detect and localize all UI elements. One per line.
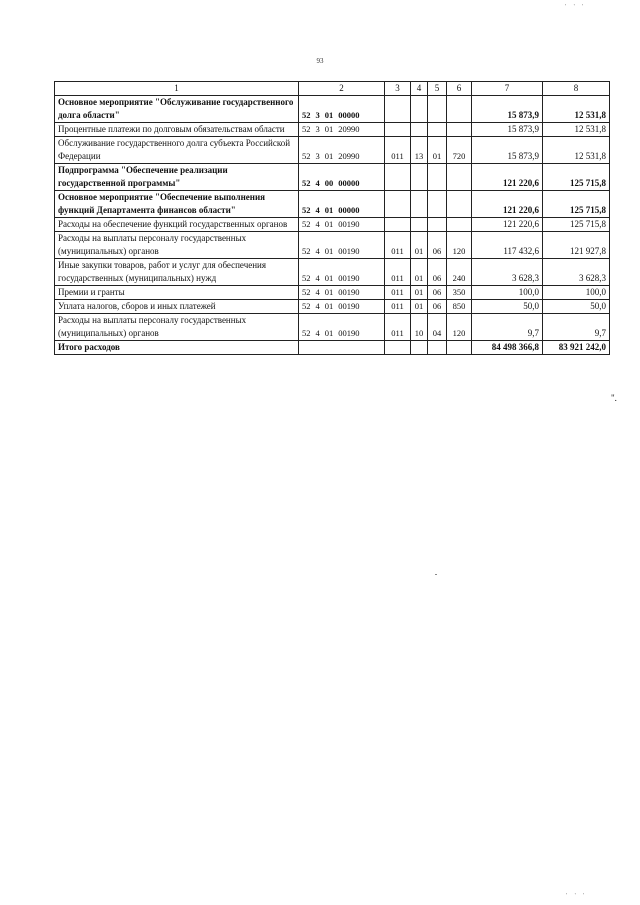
header-cell-4: 4 xyxy=(411,82,428,96)
header-cell-2: 2 xyxy=(299,82,385,96)
code-direction: 00190 xyxy=(338,328,360,338)
row-code xyxy=(299,123,385,137)
row-name: Процентные платежи по долговым обязательствам области xyxy=(55,123,299,137)
code-program: 52 xyxy=(302,246,311,256)
row-col5 xyxy=(428,123,447,137)
code-subprogram: 4 xyxy=(315,219,320,229)
row-value-col8: 9,7 xyxy=(543,314,610,341)
row-value-col7: 50,0 xyxy=(472,300,543,314)
row-col5: 06 xyxy=(428,259,447,286)
row-value-col7: 121 220,6 xyxy=(472,164,543,191)
code-direction: 00190 xyxy=(338,219,360,229)
row-code xyxy=(299,191,385,218)
code-program: 52 xyxy=(302,287,311,297)
code-program: 52 xyxy=(302,124,311,134)
total-label: Итого расходов xyxy=(55,341,299,355)
total-value-col7: 84 498 366,8 xyxy=(472,341,543,355)
row-name: Уплата налогов, сборов и иных платежей xyxy=(55,300,299,314)
row-value-col7: 121 220,6 xyxy=(472,191,543,218)
row-col6: 120 xyxy=(447,314,472,341)
row-name: Иные закупки товаров, работ и услуг для обеспечения государственных (муниципальных) нужд xyxy=(55,259,299,286)
code-program: 52 xyxy=(302,301,311,311)
row-value-col8: 12 531,8 xyxy=(543,137,610,164)
row-code xyxy=(299,96,385,123)
row-name: Расходы на выплаты персоналу государственных (муниципальных) органов xyxy=(55,314,299,341)
code-measure: 01 xyxy=(324,246,334,256)
code-subprogram: 4 xyxy=(315,328,320,338)
row-col5: 01 xyxy=(428,137,447,164)
row-col5 xyxy=(428,191,447,218)
row-col3: 011 xyxy=(385,137,411,164)
closing-quote-mark: ". xyxy=(611,393,617,403)
row-col4 xyxy=(411,191,428,218)
code-program: 52 xyxy=(302,273,311,283)
row-value-col7: 15 873,9 xyxy=(472,137,543,164)
row-col3 xyxy=(385,164,411,191)
header-cell-5: 5 xyxy=(428,82,447,96)
code-measure: 00 xyxy=(324,178,334,188)
code-direction: 00190 xyxy=(338,301,360,311)
code-direction: 00190 xyxy=(338,287,360,297)
budget-table xyxy=(54,81,610,355)
row-col5 xyxy=(428,96,447,123)
row-code xyxy=(299,314,385,341)
row-col3: 011 xyxy=(385,259,411,286)
scan-corner-mark-bottom: ' ' ' xyxy=(566,893,588,899)
header-cell-7: 7 xyxy=(472,82,543,96)
code-subprogram: 4 xyxy=(315,301,320,311)
code-subprogram: 4 xyxy=(315,246,320,256)
row-value-col7: 3 628,3 xyxy=(472,259,543,286)
code-program: 52 xyxy=(302,219,311,229)
row-col4: 01 xyxy=(411,286,428,300)
code-measure: 01 xyxy=(324,110,334,120)
table-row xyxy=(55,232,610,259)
code-direction: 00190 xyxy=(338,273,360,283)
row-name: Основное мероприятие "Обеспечение выполнения функций Департамента финансов области" xyxy=(55,191,299,218)
code-measure: 01 xyxy=(324,301,334,311)
row-value-col7: 121 220,6 xyxy=(472,218,543,232)
code-direction: 00000 xyxy=(338,178,360,188)
total-empty-cell xyxy=(428,341,447,355)
row-name: Расходы на обеспечение функций государственных органов xyxy=(55,218,299,232)
table-row xyxy=(55,137,610,164)
code-direction: 20990 xyxy=(338,151,360,161)
total-row xyxy=(55,341,610,355)
table-row xyxy=(55,314,610,341)
row-code xyxy=(299,218,385,232)
table-row xyxy=(55,123,610,137)
row-value-col8: 121 927,8 xyxy=(543,232,610,259)
row-value-col7: 9,7 xyxy=(472,314,543,341)
row-col4 xyxy=(411,123,428,137)
row-value-col8: 12 531,8 xyxy=(543,123,610,137)
row-col4: 01 xyxy=(411,259,428,286)
row-col5: 06 xyxy=(428,232,447,259)
row-value-col8: 125 715,8 xyxy=(543,164,610,191)
row-col6: 120 xyxy=(447,232,472,259)
row-col3: 011 xyxy=(385,286,411,300)
row-col6: 720 xyxy=(447,137,472,164)
code-subprogram: 3 xyxy=(315,151,320,161)
code-measure: 01 xyxy=(324,219,334,229)
total-empty-cell xyxy=(411,341,428,355)
row-name: Расходы на выплаты персоналу государственных (муниципальных) органов xyxy=(55,232,299,259)
table-body xyxy=(55,96,610,341)
row-col4: 13 xyxy=(411,137,428,164)
row-value-col7: 15 873,9 xyxy=(472,96,543,123)
row-name: Подпрограмма "Обеспечение реализации государственной программы" xyxy=(55,164,299,191)
row-value-col7: 15 873,9 xyxy=(472,123,543,137)
code-direction: 00190 xyxy=(338,246,360,256)
row-value-col8: 12 531,8 xyxy=(543,96,610,123)
code-measure: 01 xyxy=(324,151,334,161)
table-row xyxy=(55,191,610,218)
header-row xyxy=(55,82,610,96)
row-col6: 350 xyxy=(447,286,472,300)
row-name: Обслуживание государственного долга субъекта Российской Федерации xyxy=(55,137,299,164)
total-value-col8: 83 921 242,0 xyxy=(543,341,610,355)
row-col6: 850 xyxy=(447,300,472,314)
code-measure: 01 xyxy=(324,205,334,215)
code-program: 52 xyxy=(302,205,311,215)
row-col5 xyxy=(428,164,447,191)
code-subprogram: 3 xyxy=(315,110,320,120)
row-value-col7: 100,0 xyxy=(472,286,543,300)
row-col3: 011 xyxy=(385,232,411,259)
table-row xyxy=(55,164,610,191)
row-code xyxy=(299,137,385,164)
row-col3: 011 xyxy=(385,300,411,314)
row-value-col8: 100,0 xyxy=(543,286,610,300)
total-empty-cell xyxy=(447,341,472,355)
row-col6 xyxy=(447,96,472,123)
row-value-col8: 125 715,8 xyxy=(543,191,610,218)
scan-speck xyxy=(435,574,437,575)
header-cell-3: 3 xyxy=(385,82,411,96)
row-col3 xyxy=(385,123,411,137)
code-program: 52 xyxy=(302,151,311,161)
code-measure: 01 xyxy=(324,124,334,134)
row-code xyxy=(299,286,385,300)
row-name: Премии и гранты xyxy=(55,286,299,300)
header-cell-6: 6 xyxy=(447,82,472,96)
row-col4: 01 xyxy=(411,232,428,259)
table-row xyxy=(55,300,610,314)
table-row xyxy=(55,218,610,232)
code-program: 52 xyxy=(302,110,311,120)
total-empty-cell xyxy=(385,341,411,355)
code-subprogram: 4 xyxy=(315,178,320,188)
header-cell-8: 8 xyxy=(543,82,610,96)
code-measure: 01 xyxy=(324,328,334,338)
row-value-col8: 50,0 xyxy=(543,300,610,314)
table-row xyxy=(55,259,610,286)
code-direction: 00000 xyxy=(338,205,360,215)
row-col3: 011 xyxy=(385,314,411,341)
row-code xyxy=(299,300,385,314)
code-subprogram: 3 xyxy=(315,124,320,134)
row-col4 xyxy=(411,164,428,191)
code-measure: 01 xyxy=(324,287,334,297)
row-col5: 06 xyxy=(428,286,447,300)
row-col4 xyxy=(411,218,428,232)
row-code xyxy=(299,232,385,259)
row-code xyxy=(299,164,385,191)
table-row xyxy=(55,96,610,123)
row-col5: 04 xyxy=(428,314,447,341)
code-direction: 20990 xyxy=(338,124,360,134)
code-program: 52 xyxy=(302,178,311,188)
row-col3 xyxy=(385,96,411,123)
row-col6: 240 xyxy=(447,259,472,286)
row-name: Основное мероприятие "Обслуживание государственного долга области" xyxy=(55,96,299,123)
scan-corner-mark-top: ' ' ' xyxy=(565,4,587,10)
row-col5 xyxy=(428,218,447,232)
row-col5: 06 xyxy=(428,300,447,314)
row-col4: 10 xyxy=(411,314,428,341)
code-subprogram: 4 xyxy=(315,273,320,283)
row-col6 xyxy=(447,218,472,232)
row-col6 xyxy=(447,164,472,191)
row-col6 xyxy=(447,191,472,218)
header-cell-1: 1 xyxy=(55,82,299,96)
row-value-col8: 125 715,8 xyxy=(543,218,610,232)
row-value-col7: 117 432,6 xyxy=(472,232,543,259)
code-measure: 01 xyxy=(324,273,334,283)
code-subprogram: 4 xyxy=(315,287,320,297)
row-value-col8: 3 628,3 xyxy=(543,259,610,286)
code-program: 52 xyxy=(302,328,311,338)
row-col6 xyxy=(447,123,472,137)
code-subprogram: 4 xyxy=(315,205,320,215)
row-code xyxy=(299,259,385,286)
page-number: 93 xyxy=(316,57,324,65)
row-col3 xyxy=(385,218,411,232)
row-col3 xyxy=(385,191,411,218)
row-col4: 01 xyxy=(411,300,428,314)
table-row xyxy=(55,286,610,300)
total-empty-cell xyxy=(299,341,385,355)
code-direction: 00000 xyxy=(338,110,360,120)
row-col4 xyxy=(411,96,428,123)
